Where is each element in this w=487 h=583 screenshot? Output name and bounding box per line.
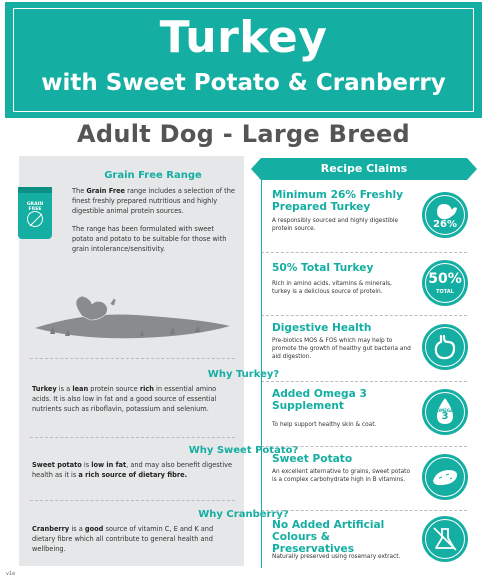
no-additives-icon xyxy=(422,516,468,562)
section-divider xyxy=(30,437,235,438)
bold-text: Cranberry xyxy=(32,525,70,533)
turkey-field-illustration xyxy=(30,290,235,350)
claim-item xyxy=(261,252,478,315)
why-turkey-heading: Why Turkey? xyxy=(207,369,280,380)
bold-text: Turkey xyxy=(32,385,57,393)
icon-sublabel: TOTAL xyxy=(436,289,454,295)
text: source of vitamin C, E and K and dietary fibre which all contribute to general health and wellbeing. xyxy=(32,525,214,553)
why-sweet-potato-heading: Why Sweet Potato? xyxy=(188,445,299,456)
bold-text: good xyxy=(84,525,104,533)
claim-text: Rich in amino acids, vitamins & minerals, turkey is a delicious source of protein. xyxy=(272,281,393,295)
info-panel xyxy=(19,156,244,566)
bold-text: rich xyxy=(139,385,154,393)
grain-free-paragraph-1 xyxy=(72,186,235,216)
claim-title: 50% Total Turkey xyxy=(272,262,374,274)
bag-label: GRAIN FREE xyxy=(26,202,44,212)
text: is a xyxy=(56,385,73,393)
bold-text: a rich source of dietary fibre. xyxy=(78,471,188,479)
section-divider xyxy=(30,358,235,359)
why-cranberry-paragraph xyxy=(32,524,235,554)
icon-number: 3 xyxy=(441,411,449,422)
claim-item xyxy=(261,446,478,510)
bag-seal xyxy=(18,187,52,193)
icon-percent: 26% xyxy=(433,219,457,230)
bold-text: lean xyxy=(72,385,89,393)
product-title: Turkey xyxy=(159,12,328,63)
icon-percent: 50% xyxy=(428,271,462,287)
no-wheat-icon xyxy=(27,211,43,227)
text: protein source xyxy=(88,385,140,393)
grain-free-paragraph-2: The range has been formulated with sweet potato and potato to be suitable for those with grain intolerance/sensitivity. xyxy=(72,225,227,253)
text: in essential amino acids. It is also low in fat and a good source of essential nutrients such as riboflavin, potassium and selenium. xyxy=(32,385,217,413)
claim-title: Minimum 26% Freshly Prepared Turkey xyxy=(272,189,404,213)
why-sweet-potato-paragraph xyxy=(32,460,235,480)
product-line-heading: Adult Dog - Large Breed xyxy=(76,120,411,148)
bold-text: Sweet potato xyxy=(32,461,82,469)
claim-item xyxy=(261,510,478,568)
section-divider xyxy=(30,500,235,501)
claim-title: Added Omega 3 Supplement xyxy=(272,388,367,412)
claim-item xyxy=(261,381,478,446)
grain-free-heading: Grain Free Range xyxy=(104,170,202,181)
turkey-icon xyxy=(422,192,468,238)
claim-text: A responsibly sourced and highly digestible protein source. xyxy=(272,218,399,232)
claim-text: Pre-biotics MOS & FOS which may help to promote the growth of healthy gut bacteria and aid digestion. xyxy=(272,338,411,360)
why-cranberry-heading: Why Cranberry? xyxy=(198,509,289,520)
product-subtitle: with Sweet Potato & Cranberry xyxy=(41,70,446,96)
icon-sublabel: OMEGA xyxy=(436,408,454,413)
recipe-claims-header: Recipe Claims xyxy=(261,158,467,180)
omega-3-icon xyxy=(422,389,468,435)
header-banner xyxy=(5,2,482,118)
total-percent-icon xyxy=(422,260,468,306)
text: range includes a selection of the finest freshly prepared nutritious and highly digestible animal protein sources. xyxy=(72,187,235,215)
claim-item xyxy=(261,315,478,381)
claim-text: An excellent alternative to grains, sweet potato is a complex carbohydrate high in B vitamins. xyxy=(272,469,410,483)
sweet-potato-icon xyxy=(422,454,468,500)
text: is a xyxy=(69,525,85,533)
text: is xyxy=(81,461,92,469)
grain-free-bag-icon xyxy=(18,187,52,239)
bold-text: low in fat xyxy=(91,461,127,469)
why-turkey-paragraph xyxy=(32,384,235,414)
text: The xyxy=(72,187,87,195)
claim-title: Sweet Potato xyxy=(272,453,353,465)
bold-text: Grain Free xyxy=(86,187,126,195)
claim-text: Naturally preserved using rosemary extract. xyxy=(272,554,401,560)
claim-item xyxy=(261,180,478,252)
text: , and may also benefit digestive health as it is xyxy=(32,461,233,479)
stomach-icon xyxy=(422,324,468,370)
claim-text: To help support healthy skin & coat. xyxy=(272,422,377,428)
claim-title: Digestive Health xyxy=(272,322,372,334)
claim-title: No Added Artificial Colours & Preservatives xyxy=(272,519,385,555)
version-code: v1e xyxy=(6,571,16,577)
